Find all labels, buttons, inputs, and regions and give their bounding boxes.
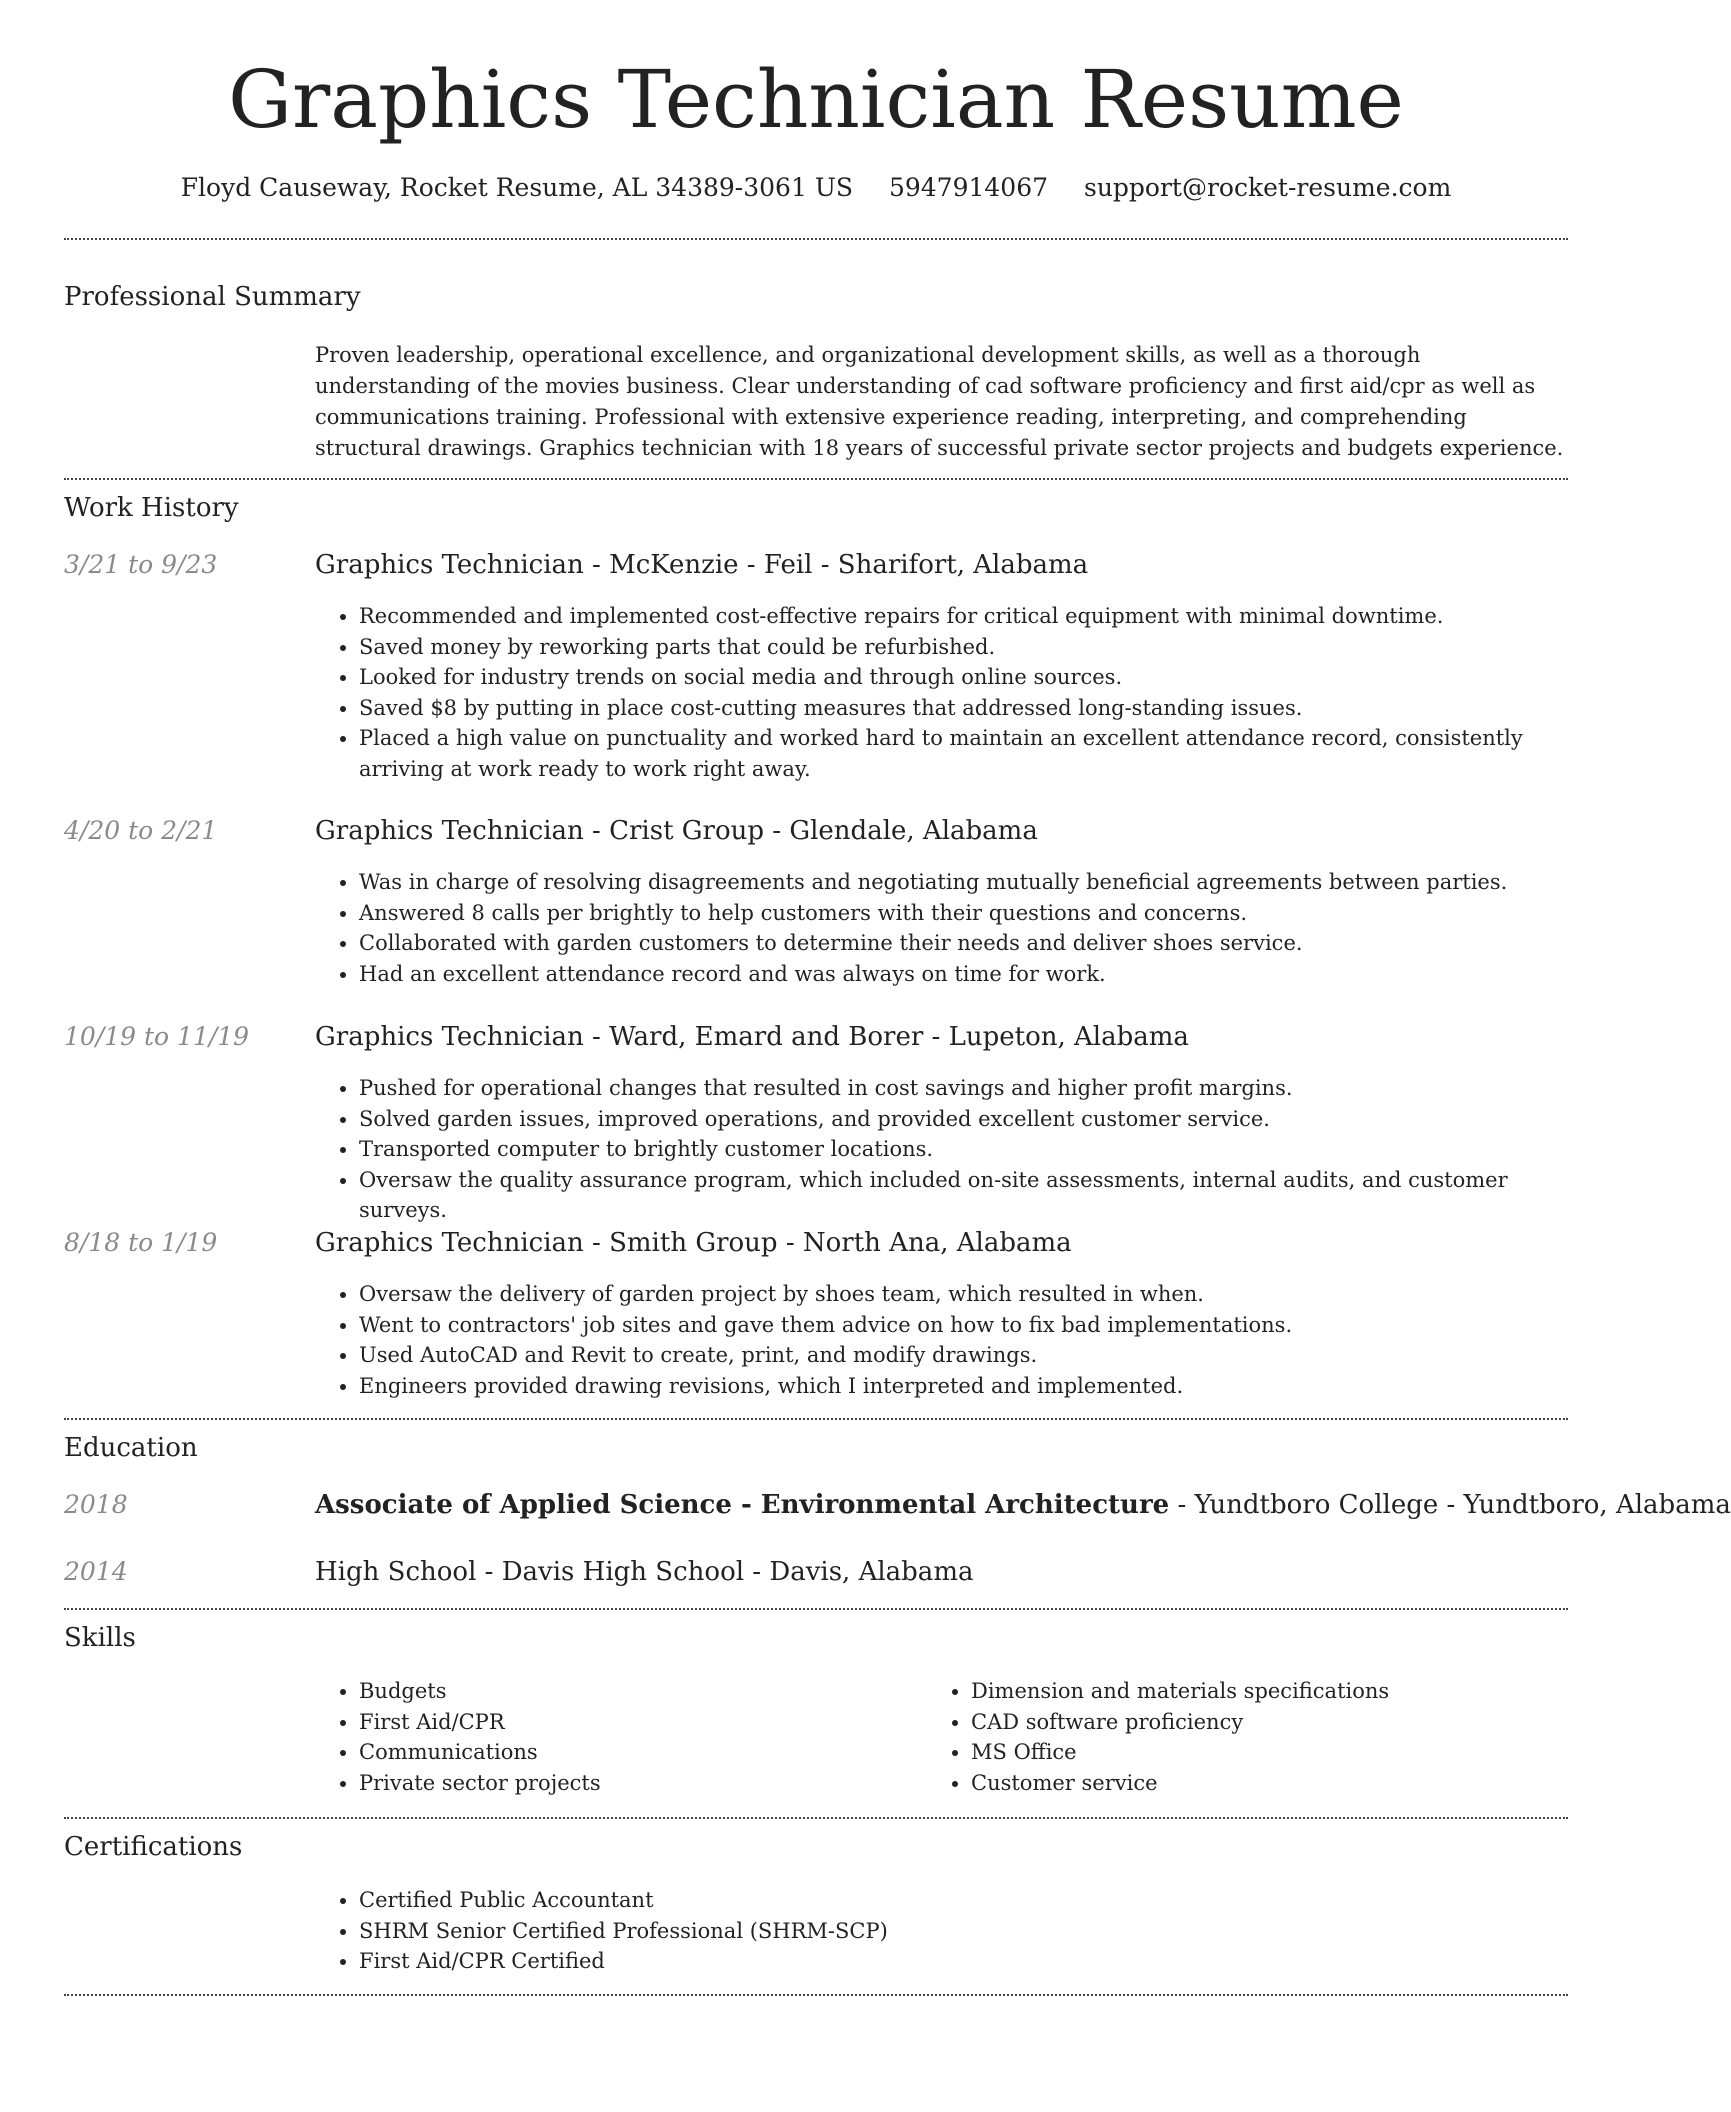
section-heading-education: Education (64, 1433, 198, 1463)
list-item: • Was in charge of resolving disagreements and negotiating mutually beneficial agreements between parties. (359, 867, 1570, 898)
education-entry (315, 1487, 1731, 1523)
job-dates: 8/18 to 1/19 (64, 1228, 218, 1257)
skills-list-left (315, 1676, 915, 1798)
education-school: - Yundtboro College - Yundtboro, Alabama (1169, 1490, 1731, 1520)
section-heading-work-history: Work History (64, 493, 239, 523)
education-degree: Associate of Applied Science - Environmental Architecture (315, 1490, 1170, 1520)
list-item: • Saved $8 by putting in place cost-cutting measures that addressed long-standing issues. (359, 693, 1570, 724)
list-item: • MS Office (971, 1737, 1567, 1768)
summary-text: Proven leadership, operational excellence, and organizational development skills, as well as a thorough understanding of the movies business. Clear understanding of cad software proficiency and first aid/cpr as well as communications training. Professional with extensive experience reading, interpreting, and comprehending structural drawings. Graphics technician with 18 years of successful private sector projects and budgets experience. (315, 343, 1564, 460)
divider (64, 1994, 1568, 1996)
list-item: • Placed a high value on punctuality and worked hard to maintain an excellent attendance record, consistently arriving at work ready to work right away. (359, 723, 1570, 784)
list-item: • Customer service (971, 1768, 1567, 1799)
list-item: • Pushed for operational changes that resulted in cost savings and higher profit margins. (359, 1073, 1570, 1104)
list-item: • Solved garden issues, improved operations, and provided excellent customer service. (359, 1104, 1570, 1135)
list-item: • SHRM Senior Certified Professional (SHRM-SCP) (359, 1916, 1570, 1947)
section-heading-certifications: Certifications (64, 1832, 243, 1862)
list-item: • Had an excellent attendance record and was always on time for work. (359, 959, 1570, 990)
list-item: • Collaborated with garden customers to determine their needs and deliver shoes service. (359, 928, 1570, 959)
list-item: • First Aid/CPR Certified (359, 1946, 1570, 1977)
list-item: • Budgets (359, 1676, 915, 1707)
job-dates: 10/19 to 11/19 (64, 1022, 250, 1051)
list-item: • Looked for industry trends on social media and through online sources. (359, 662, 1570, 693)
education-year: 2018 (64, 1490, 128, 1519)
education-entry (315, 1554, 973, 1590)
job-bullets (315, 867, 1570, 989)
job-dates: 3/21 to 9/23 (64, 550, 218, 579)
divider (64, 1817, 1568, 1819)
education-school: High School - Davis High School - Davis, Alabama (315, 1557, 974, 1587)
job-dates: 4/20 to 2/21 (64, 816, 218, 845)
list-item: • Communications (359, 1737, 915, 1768)
page-title: Graphics Technician Resume (228, 53, 1404, 146)
divider (64, 1418, 1568, 1420)
divider (64, 478, 1568, 480)
list-item: • Private sector projects (359, 1768, 915, 1799)
contact-phone: 5947914067 (888, 173, 1049, 202)
list-item: • Engineers provided drawing revisions, which I interpreted and implemented. (359, 1371, 1570, 1402)
job-title: Graphics Technician - McKenzie - Feil - Sharifort, Alabama (315, 550, 1089, 580)
job-bullets (315, 1073, 1570, 1226)
list-item: • Saved money by reworking parts that could be refurbished. (359, 632, 1570, 663)
job-title: Graphics Technician - Crist Group - Glendale, Alabama (315, 816, 1038, 846)
contact-email: support@rocket-resume.com (1083, 173, 1452, 202)
list-item: • Went to contractors' job sites and gave them advice on how to fix bad implementations. (359, 1310, 1570, 1341)
job-title: Graphics Technician - Ward, Emard and Borer - Lupeton, Alabama (315, 1022, 1189, 1052)
list-item: • Used AutoCAD and Revit to create, print, and modify drawings. (359, 1340, 1570, 1371)
education-year: 2014 (64, 1557, 128, 1586)
list-item: • Recommended and implemented cost-effective repairs for critical equipment with minimal downtime. (359, 601, 1570, 632)
job-title: Graphics Technician - Smith Group - North Ana, Alabama (315, 1228, 1072, 1258)
list-item: • Answered 8 calls per brightly to help customers with their questions and concerns. (359, 898, 1570, 929)
contact-line (0, 170, 1632, 206)
list-item: • Oversaw the delivery of garden project by shoes team, which resulted in when. (359, 1279, 1570, 1310)
skills-list-right (927, 1676, 1567, 1798)
section-heading-skills: Skills (64, 1623, 136, 1653)
list-item: • CAD software proficiency (971, 1707, 1567, 1738)
divider (64, 238, 1568, 240)
list-item: • Transported computer to brightly customer locations. (359, 1134, 1570, 1165)
divider (64, 1608, 1568, 1610)
list-item: • Dimension and materials specifications (971, 1676, 1567, 1707)
list-item: • First Aid/CPR (359, 1707, 915, 1738)
list-item: • Oversaw the quality assurance program, which included on-site assessments, internal audits, and customer surveys. (359, 1165, 1570, 1226)
job-bullets (315, 1279, 1570, 1401)
list-item: • Certified Public Accountant (359, 1885, 1570, 1916)
contact-address: Floyd Causeway, Rocket Resume, AL 34389-3061 US (180, 173, 854, 202)
job-bullets (315, 601, 1570, 784)
certifications-list (315, 1885, 1570, 1977)
section-heading-summary: Professional Summary (64, 282, 361, 312)
